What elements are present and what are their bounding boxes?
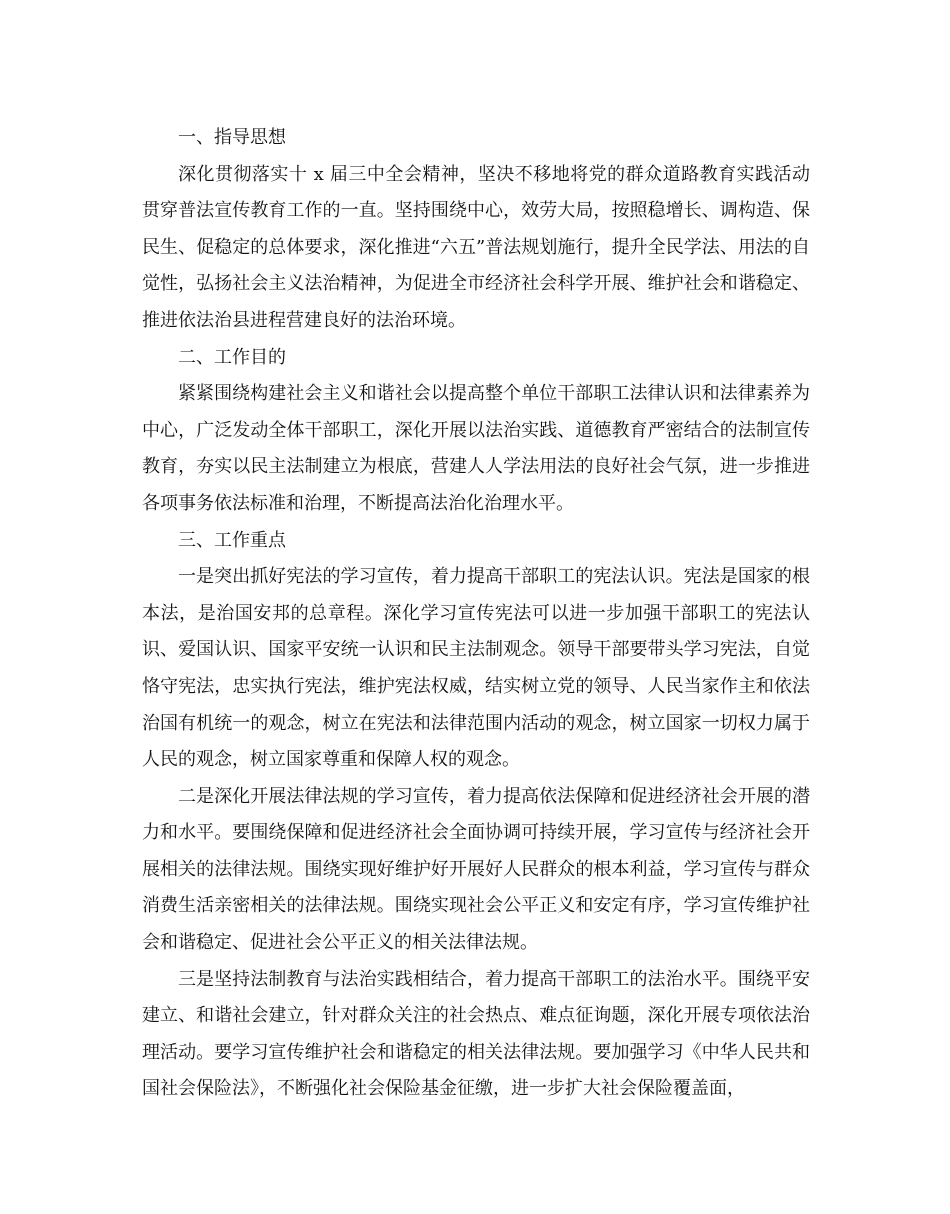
paragraph-work-goals: 紧紧围绕构建社会主义和谐社会以提高整个单位干部职工法律认识和法律素养为中心，广泛发动全体干部职工，深化开展以法治实践、道德教育严密结合的法制宣传教育，夯实以民主法制建立为根底，营建人人学法用法的良好社会气氛，进一步推进各项事务依法标准和治理，不断提高法治化治理水平。 <box>142 383 810 514</box>
document-body <box>142 120 810 1108</box>
paragraph-guiding-ideology: 深化贯彻落实十 x 届三中全会精神，坚决不移地将党的群众道路教育实践活动贯穿普法宣传教育工作的一直。坚持围绕中心，效劳大局，按照稳增长、调构造、保民生、促稳定的总体要求，深化推进“六五”普法规划施行，提升全民学法、用法的自觉性，弘扬社会主义法治精神，为促进全市经济社会科学开展、维护社会和谐稳定、推进依法治县进程营建良好的法治环境。 <box>142 163 810 331</box>
section-heading-work-focus: 三、工作重点 <box>178 529 286 551</box>
section-heading-guiding-ideology: 一、指导思想 <box>178 127 286 148</box>
paragraph-focus-legal-practice: 三是坚持法制教育与法治实践相结合，着力提高干部职工的法治水平。围绕平安建立、和谐社会建立，针对群众关注的社会热点、难点征询题，深化开展专项依法治理活动。要学习宣传维护社会和谐稳定的相关法律法规。要加强学习《中华人民共和国社会保险法》，不断强化社会保险基金征缴，进一步扩大社会保险覆盖面， <box>142 968 810 1100</box>
section-heading-work-goals: 二、工作目的 <box>178 346 286 368</box>
paragraph-focus-constitution: 一是突出抓好宪法的学习宣传，着力提高干部职工的宪法认识。宪法是国家的根本法，是治国安邦的总章程。深化学习宣传宪法可以进一步加强干部职工的宪法认识、爱国认识、国家平安统一认识和民主法制观念。领导干部要带头学习宪法，自觉恪守宪法，忠实执行宪法，维护宪法权威，结实树立党的领导、人民当家作主和依法治国有机统一的观念，树立在宪法和法律范围内活动的观念，树立国家一切权力属于人民的观念，树立国家尊重和保障人权的观念。 <box>142 566 810 771</box>
paragraph-focus-laws-regulations: 二是深化开展法律法规的学习宣传，着力提高依法保障和促进经济社会开展的潜力和水平。要围绕保障和促进经济社会全面协调可持续开展，学习宣传与经济社会开展相关的法律法规。围绕实现好维护好开展好人民群众的根本利益，学习宣传与群众消费生活亲密相关的法律法规。围绕实现社会公平正义和安定有序，学习宣传维护社会和谐稳定、促进社会公平正义的相关法律法规。 <box>142 785 810 954</box>
